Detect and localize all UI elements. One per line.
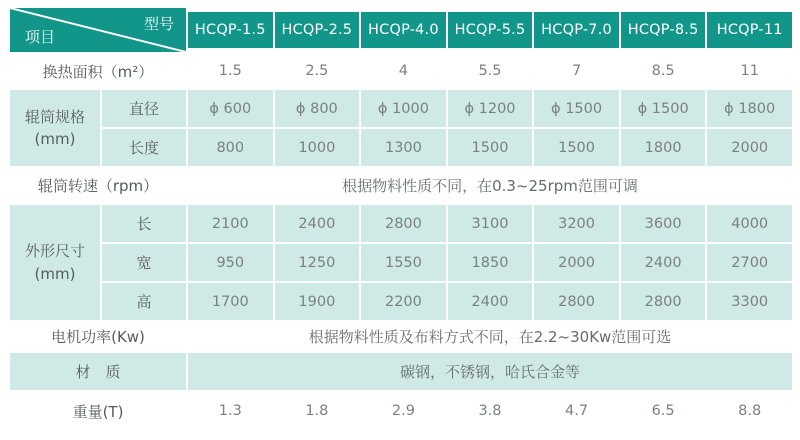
- dim-width-value: 2000: [534, 244, 619, 281]
- roller-speed-note: 根据物料性质不同，在0.3~25rpm范围可调: [342, 177, 638, 195]
- model-header-cell: HCQP-11: [707, 12, 792, 48]
- heat-area-value: 11: [740, 63, 759, 79]
- motor-power-label: 电机功率(Kw): [51, 328, 145, 346]
- dim-length-value: 4000: [707, 205, 792, 242]
- heat-area-value: 7: [571, 63, 582, 79]
- dim-length-label: 长: [102, 205, 186, 242]
- spec-table: [10, 8, 792, 432]
- roller-length-value: 1500: [534, 129, 619, 166]
- heat-area-value: 5.5: [478, 63, 502, 79]
- dim-width-label: 宽: [102, 244, 186, 281]
- roller-diameter-value: ϕ 600: [188, 90, 273, 127]
- dim-length-value: 2800: [361, 205, 446, 242]
- dim-width-value: 1250: [275, 244, 360, 281]
- dim-height-value: 3300: [707, 283, 792, 320]
- model-header-cell: HCQP-1.5: [188, 12, 273, 48]
- weight-value: 1.3: [218, 403, 242, 419]
- dim-width-value: 950: [188, 244, 273, 281]
- model-header-cell: HCQP-8.5: [621, 12, 706, 48]
- dim-height-value: 2800: [621, 283, 706, 320]
- roller-length-value: 1800: [621, 129, 706, 166]
- model-header-cell: HCQP-4.0: [361, 12, 446, 48]
- dim-width-value: 2700: [707, 244, 792, 281]
- weight-value: 4.7: [565, 403, 589, 419]
- dim-width-value: 2400: [621, 244, 706, 281]
- dim-length-value: 3200: [534, 205, 619, 242]
- dim-height-value: 2800: [534, 283, 619, 320]
- roller-spec-label: 辊筒规格: [24, 107, 85, 126]
- roller-diameter-value: ϕ 1200: [448, 90, 533, 127]
- dim-length-value: 3100: [448, 205, 533, 242]
- heat-area-value: 1.5: [218, 63, 242, 79]
- dim-height-value: 1900: [275, 283, 360, 320]
- roller-speed-row: [10, 166, 792, 205]
- dim-width-value: 1850: [448, 244, 533, 281]
- motor-power-row: [10, 320, 792, 353]
- roller-diameter-value: ϕ 1800: [707, 90, 792, 127]
- roller-length-value: 1500: [448, 129, 533, 166]
- weight-value: 8.8: [738, 403, 762, 419]
- roller-speed-label: 辊筒转速（rpm）: [37, 177, 159, 195]
- material-row: [10, 353, 792, 390]
- heat-area-value: 8.5: [651, 63, 675, 79]
- roller-length-value: 800: [188, 129, 273, 166]
- dim-width-value: 1550: [361, 244, 446, 281]
- roller-diameter-value: ϕ 800: [275, 90, 360, 127]
- weight-value: 3.8: [478, 403, 502, 419]
- model-header-cell: HCQP-5.5: [448, 12, 533, 48]
- heat-area-value: 4: [398, 63, 409, 79]
- roller-length-value: 2000: [707, 129, 792, 166]
- roller-spec-unit: (mm): [34, 130, 76, 148]
- roller-spec-section: [10, 90, 792, 166]
- weight-value: 1.8: [305, 403, 329, 419]
- weight-row: [10, 390, 792, 432]
- dim-height-value: 1700: [188, 283, 273, 320]
- material-note: 碳钢，不锈钢，哈氏合金等: [188, 353, 792, 390]
- corner-label-model: 型号: [143, 15, 174, 33]
- roller-diameter-value: ϕ 1500: [534, 90, 619, 127]
- roller-length-label: 长度: [102, 129, 186, 166]
- weight-value: 6.5: [651, 403, 675, 419]
- dim-height-value: 2400: [448, 283, 533, 320]
- roller-spec-category: [10, 90, 100, 166]
- heat-area-value: 2.5: [305, 63, 329, 79]
- heat-area-label: 换热面积（m²）: [42, 62, 154, 81]
- header-corner-cell: [10, 8, 186, 52]
- weight-label: 重量(T): [72, 402, 124, 421]
- roller-length-value: 1000: [275, 129, 360, 166]
- dimensions-label: 外形尺寸: [24, 242, 85, 260]
- roller-diameter-value: ϕ 1500: [621, 90, 706, 127]
- motor-power-note: 根据物料性质及布料方式不同，在2.2~30Kw范围可选: [308, 328, 672, 346]
- corner-label-item: 项目: [25, 28, 56, 46]
- roller-diameter-label: 直径: [102, 90, 186, 127]
- header-row: [10, 8, 792, 52]
- dim-height-label: 高: [102, 283, 186, 320]
- material-label: 材 质: [10, 353, 186, 390]
- dimensions-unit: (mm): [34, 264, 76, 283]
- dimensions-section: [10, 205, 792, 320]
- heat-area-row: [10, 52, 792, 90]
- dim-length-value: 2400: [275, 205, 360, 242]
- dim-length-value: 3600: [621, 205, 706, 242]
- model-header-cell: HCQP-2.5: [275, 12, 360, 48]
- weight-value: 2.9: [391, 403, 415, 419]
- roller-diameter-value: ϕ 1000: [361, 90, 446, 127]
- dim-length-value: 2100: [188, 205, 273, 242]
- model-header-cell: HCQP-7.0: [534, 12, 619, 48]
- dimensions-category: [10, 205, 100, 320]
- roller-length-value: 1300: [361, 129, 446, 166]
- dim-height-value: 2200: [361, 283, 446, 320]
